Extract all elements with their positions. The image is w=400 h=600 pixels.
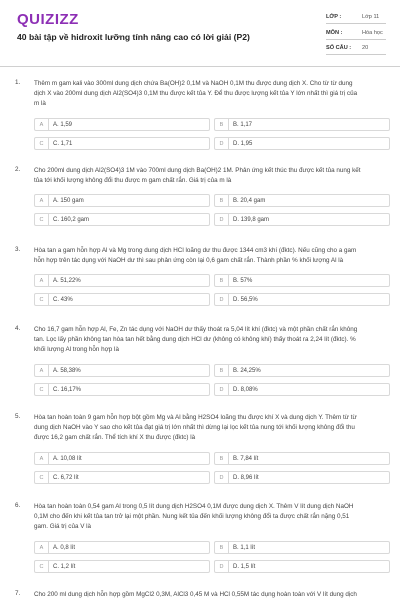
answer-option[interactable] (34, 560, 210, 573)
answer-option[interactable] (214, 194, 390, 207)
option-text: A. 58,38% (53, 367, 81, 374)
option-letter: C (35, 294, 49, 306)
answer-option[interactable] (34, 541, 210, 554)
meta-class-value: Lớp 11 (362, 14, 380, 20)
option-letter: B (215, 542, 229, 554)
question-text-line: Hòa tan a gam hỗn hợp Al và Mg trong dung dịch HCl loãng dư thu được 1344 cm3 khí (đktc). Nếu cũng cho a gam (34, 247, 357, 254)
page-title: 40 bài tập về hidroxit lưỡng tính nâng cao có lời giải (P2) (17, 32, 250, 42)
answer-option[interactable] (34, 452, 210, 465)
option-letter: B (215, 453, 229, 465)
answer-option[interactable] (34, 194, 210, 207)
option-text: D. 1,95 (233, 140, 253, 147)
question-text-line: 0,1M cho đến khi kết tủa tan trở lại một phần. Nung kết tủa đến khối lượng không đổi ta được chất rắn nặng 0,51 (34, 513, 350, 521)
option-text: B. 57% (233, 278, 253, 285)
option-text: B. 24,25% (233, 367, 261, 374)
option-text: A. 1,59 (53, 121, 73, 128)
option-text: D. 139,8 gam (233, 217, 270, 224)
question-text-line: Cho 200 ml dung dịch hỗn hợp gồm MgCl2 0,3M, AlCl3 0,45 M và HCl 0,55M tác dụng hoàn toàn với V lít dung dịch (34, 591, 357, 598)
option-letter: A (35, 275, 49, 287)
meta-count-value: 20 (362, 45, 369, 51)
option-text: A. 10,08 lít (53, 455, 82, 462)
option-letter: D (215, 294, 229, 306)
question-text-line: tủa tới khối lượng không đổi thu được m gam chất rắn. Giá trị của m là (34, 177, 232, 185)
option-letter: D (215, 561, 229, 573)
question-text (34, 502, 386, 533)
option-letter: B (215, 119, 229, 131)
question-text-line: dung dịch NaOH vào Y sao cho kết tủa đạt giá trị lớn nhất thì dừng lại lọc kết tủa nung tới khối lượng không đổi thu (34, 424, 355, 432)
answer-option[interactable] (214, 383, 390, 396)
question-number: 6. (15, 502, 21, 509)
option-letter: B (215, 195, 229, 207)
divider (326, 39, 386, 40)
option-text: D. 8,08% (233, 386, 258, 393)
option-text: D. 1,5 lít (233, 563, 256, 570)
page-header (0, 0, 400, 66)
answer-option[interactable] (214, 293, 390, 306)
meta-class-label: LỚP : (326, 14, 342, 20)
option-letter: D (215, 384, 229, 396)
option-text: C. 6,72 lít (53, 474, 79, 481)
answer-option[interactable] (34, 274, 210, 287)
option-letter: D (215, 472, 229, 484)
question-text-line: gam. Giá trị của V là (34, 523, 92, 531)
question-text-line: được 16,2 gam chất rắn. Thể tích khí X thu được (đktc) là (34, 434, 196, 442)
question-number: 4. (15, 325, 21, 332)
option-letter: A (35, 365, 49, 377)
meta-subject-value: Hóa học (362, 30, 383, 36)
option-letter: C (35, 472, 49, 484)
question-number: 3. (15, 246, 21, 253)
question-text (34, 590, 386, 600)
question-text-line: Cho 16,7 gam hỗn hợp Al, Fe, Zn tác dụng với NaOH dư thấy thoát ra 5,04 lít khí (đktc) và một phần chất rắn không (34, 326, 358, 333)
option-text: C. 1,71 (53, 140, 73, 147)
divider (326, 54, 386, 55)
question-text-line: tan. Lọc lấy phần không tan hòa tan hết bằng dung dịch HCl dư (không có không khí) thấy thoát ra 2,24 lít (đktc). % (34, 336, 356, 344)
answer-option[interactable] (34, 364, 210, 377)
meta-count-label: SỐ CÂU : (326, 45, 352, 51)
option-text: B. 7,84 lít (233, 455, 259, 462)
question-text-line: dịch X vào 200ml dung dịch Al2(SO4)3 0,1M thu được kết tủa Y. Để thu được lượng kết tủa Y lớn nhất thì giá trị của (34, 90, 358, 98)
answer-option[interactable] (214, 213, 390, 226)
option-letter: A (35, 119, 49, 131)
option-letter: C (35, 214, 49, 226)
answer-option[interactable] (214, 364, 390, 377)
meta-subject-label: MÔN : (326, 30, 343, 36)
option-letter: C (35, 561, 49, 573)
quizizz-logo: QUIZIZZ (17, 11, 79, 28)
answer-option[interactable] (214, 541, 390, 554)
header-divider (0, 66, 400, 67)
question-number: 1. (15, 79, 21, 86)
question-text-line: Hòa tan hoàn toàn 0,54 gam Al trong 0,5 lít dung dịch H2SO4 0,1M được dung dịch X. Thêm V lít dung dịch NaOH (34, 503, 354, 510)
answer-option[interactable] (214, 118, 390, 131)
question-number: 5. (15, 413, 21, 420)
question-text-line: Thêm m gam kali vào 300ml dung dịch chứa Ba(OH)2 0,1M và NaOH 0,1M thu được dung dịch X. Cho từ từ dung (34, 80, 353, 87)
option-text: B. 20,4 gam (233, 198, 266, 205)
option-letter: B (215, 275, 229, 287)
option-text: B. 1,17 (233, 121, 253, 128)
option-text: C. 43% (53, 297, 73, 304)
answer-option[interactable] (34, 118, 210, 131)
option-letter: A (35, 195, 49, 207)
answer-option[interactable] (214, 274, 390, 287)
question-text-line: m là (34, 100, 46, 108)
answer-option[interactable] (214, 471, 390, 484)
option-letter: B (215, 365, 229, 377)
option-letter: A (35, 453, 49, 465)
option-letter: A (35, 542, 49, 554)
answer-option[interactable] (34, 383, 210, 396)
question-text-line: hỗn hợp trên tác dụng với NaOH dư thì sau phản ứng còn lại 0,6 gam chất rắn. Thành phần % khối lượng Al là (34, 257, 344, 265)
option-text: D. 8,96 lít (233, 474, 259, 481)
option-text: A. 0,8 lít (53, 544, 76, 551)
answer-option[interactable] (34, 471, 210, 484)
option-letter: C (35, 384, 49, 396)
option-text: C. 16,17% (53, 386, 82, 393)
answer-option[interactable] (214, 560, 390, 573)
question-text (34, 325, 386, 356)
question-text (34, 413, 386, 444)
answer-option[interactable] (34, 213, 210, 226)
question-text-line: khối lượng Al trong hỗn hợp là (34, 346, 119, 354)
option-text: C. 160,2 gam (53, 217, 90, 224)
divider (326, 23, 386, 24)
question-text-line: Cho 200ml dung dịch Al2(SO4)3 1M vào 700ml dung dịch Ba(OH)2 1M. Phản ứng kết thúc thu được kết tủa nung kết (34, 167, 361, 174)
option-text: D. 56,5% (233, 297, 258, 304)
question-text-line: Hòa tan hoàn toàn 9 gam hỗn hợp bột gồm Mg và Al bằng H2SO4 loãng thu được khí X và dung dịch Y. Thêm từ từ (34, 414, 357, 421)
question-number: 2. (15, 166, 21, 173)
answer-option[interactable] (214, 137, 390, 150)
option-letter: D (215, 214, 229, 226)
option-text: A. 150 gam (53, 198, 84, 205)
answer-option[interactable] (34, 137, 210, 150)
option-letter: C (35, 138, 49, 150)
answer-option[interactable] (34, 293, 210, 306)
question-text (34, 166, 386, 186)
question-number: 7. (15, 590, 21, 597)
question-text (34, 79, 386, 110)
option-text: C. 1,2 lít (53, 563, 76, 570)
question-text (34, 246, 386, 266)
option-text: A. 51,22% (53, 278, 81, 285)
option-text: B. 1,1 lít (233, 544, 256, 551)
option-letter: D (215, 138, 229, 150)
answer-option[interactable] (214, 452, 390, 465)
